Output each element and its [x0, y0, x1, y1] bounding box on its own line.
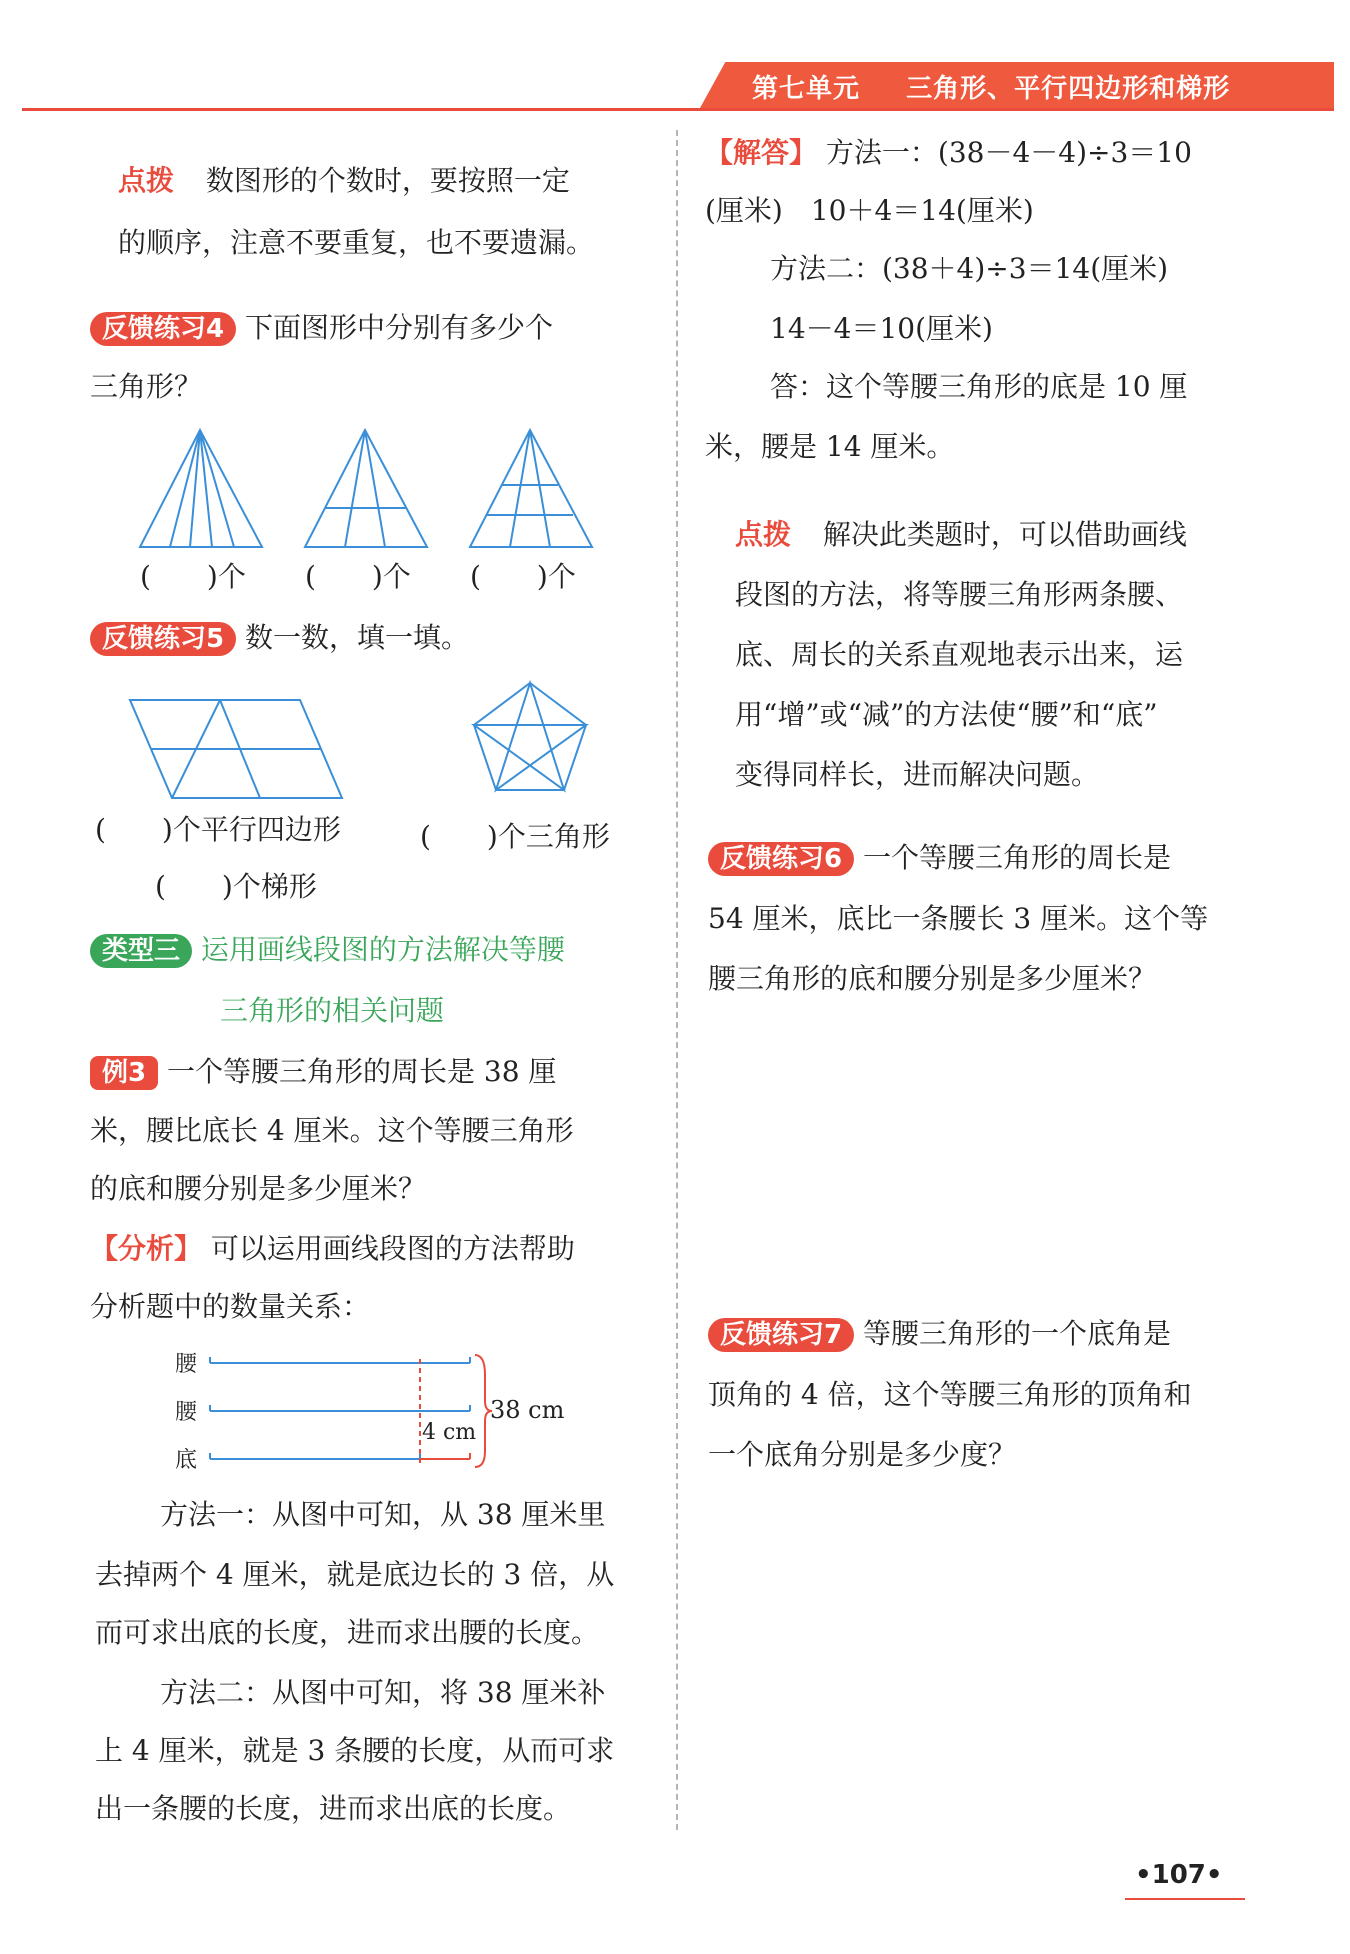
chapter-title: 三角形、平行四边形和梯形	[906, 74, 1231, 104]
example3-badge: 例3	[90, 1056, 158, 1090]
label-diff: 4 cm	[422, 1420, 477, 1445]
tip2-line1	[735, 520, 1187, 550]
exercise6-badge: 反馈练习6	[708, 842, 854, 876]
label-yao-2: 腰	[175, 1400, 198, 1425]
exercise6-line3: 腰三角形的底和腰分别是多少厘米？	[708, 962, 1157, 995]
tip2-text: 解决此类题时，可以借助画线	[822, 518, 1187, 551]
exercise6-line2: 54 厘米，底比一条腰长 3 厘米。这个等	[708, 902, 1209, 935]
method1-line3: 而可求出底的长度，进而求出腰的长度。	[95, 1616, 600, 1649]
type3-line1	[90, 934, 565, 968]
answer-line3: 方法二：(38＋4)÷3＝14(厘米)	[770, 252, 1169, 285]
tip2-line2: 段图的方法，将等腰三角形两条腰、	[735, 578, 1184, 611]
exercise4-line1	[90, 312, 553, 346]
exercise4-blank-3: ( )个	[470, 560, 576, 593]
answer-label: 【解答】	[705, 136, 818, 169]
type3-badge: 类型三	[90, 934, 192, 968]
example3-line3: 的底和腰分别是多少厘米？	[90, 1172, 427, 1205]
triangle-figure-1	[140, 430, 262, 547]
column-divider	[676, 130, 678, 1830]
exercise5-badge: 反馈练习5	[90, 622, 236, 656]
method1-line2: 去掉两个 4 厘米，就是底边长的 3 倍，从	[95, 1558, 615, 1591]
method2-line2: 上 4 厘米，就是 3 条腰的长度，从而可求	[95, 1734, 615, 1767]
header-rule	[22, 108, 1334, 111]
example3-line2: 米，腰比底长 4 厘米。这个等腰三角形	[90, 1114, 574, 1147]
tip2-line5: 变得同样长，进而解决问题。	[735, 758, 1100, 791]
analysis-line1	[90, 1234, 575, 1264]
triangle-figure-3	[470, 430, 592, 547]
exercise7-line2: 顶角的 4 倍，这个等腰三角形的顶角和	[708, 1378, 1192, 1411]
label-di: 底	[175, 1448, 198, 1473]
answer-line6: 米，腰是 14 厘米。	[705, 430, 955, 463]
page-number: •107•	[1135, 1860, 1223, 1890]
method2-line1: 方法二：从图中可知，将 38 厘米补	[160, 1676, 606, 1709]
label-total: 38 cm	[490, 1396, 565, 1424]
tip1-line1	[118, 166, 570, 196]
exercise4-blank-2: ( )个	[305, 560, 411, 593]
triangle-figure-2	[305, 430, 427, 547]
method2-line3: 出一条腰的长度，进而求出底的长度。	[95, 1792, 572, 1825]
type3-line2: 三角形的相关问题	[220, 994, 445, 1027]
tip-text: 数图形的个数时，要按照一定	[205, 164, 570, 197]
tip2-line3: 底、周长的关系直观地表示出来，运	[735, 638, 1184, 671]
analysis-line2: 分析题中的数量关系：	[90, 1290, 371, 1323]
exercise5-line	[90, 622, 469, 656]
exercise5-blank-triangle: ( )个三角形	[420, 820, 610, 853]
analysis-label: 【分析】	[90, 1232, 203, 1265]
answer-line5: 答：这个等腰三角形的底是 10 厘	[770, 370, 1188, 403]
analysis-text: 可以运用画线段图的方法帮助	[210, 1232, 575, 1265]
exercise4-text: 下面图形中分别有多少个	[245, 311, 554, 344]
method1-line1: 方法一：从图中可知，从 38 厘米里	[160, 1498, 606, 1531]
exercise7-line1	[708, 1318, 1171, 1352]
answer-line4: 14－4＝10(厘米)	[770, 312, 993, 345]
label-yao-1: 腰	[175, 1352, 198, 1377]
header-title	[752, 68, 1312, 105]
exercise5-figures	[120, 675, 600, 810]
tip2-line4: 用“增”或“减”的方法使“腰”和“底”	[735, 698, 1158, 731]
exercise5-blank-trapezoid: ( )个梯形	[155, 870, 317, 903]
answer-line2: (厘米) 10＋4＝14(厘米)	[705, 194, 1034, 227]
page-number-underline	[1125, 1898, 1245, 1900]
parallelogram-figure	[130, 700, 342, 798]
answer-text: 方法一：(38－4－4)÷3＝10	[825, 136, 1192, 169]
pentagon-star-figure	[474, 683, 586, 790]
exercise6-line1	[708, 842, 1171, 876]
example3-text: 一个等腰三角形的周长是 38 厘	[167, 1055, 557, 1088]
unit-label: 第七单元	[752, 74, 861, 104]
exercise7-line3: 一个底角分别是多少度？	[708, 1438, 1017, 1471]
exercise5-text: 数一数，填一填。	[245, 621, 470, 654]
exercise4-badge: 反馈练习4	[90, 312, 236, 346]
exercise4-line2: 三角形？	[90, 370, 203, 403]
example3-line1	[90, 1056, 556, 1090]
exercise4-blank-1: ( )个	[140, 560, 246, 593]
exercise6-text: 一个等腰三角形的周长是	[863, 841, 1172, 874]
exercise5-blank-parallelogram: ( )个平行四边形	[95, 813, 341, 846]
segment-diagram	[170, 1345, 590, 1475]
tip-label: 点拨	[118, 164, 175, 197]
tip1-line2: 的顺序，注意不要重复，也不要遗漏。	[118, 226, 595, 259]
answer-line1	[705, 138, 1192, 168]
exercise4-triangles	[130, 425, 610, 555]
exercise7-badge: 反馈练习7	[708, 1318, 854, 1352]
tip2-label: 点拨	[735, 518, 792, 551]
exercise7-text: 等腰三角形的一个底角是	[863, 1317, 1172, 1350]
type3-title: 运用画线段图的方法解决等腰	[200, 933, 565, 966]
